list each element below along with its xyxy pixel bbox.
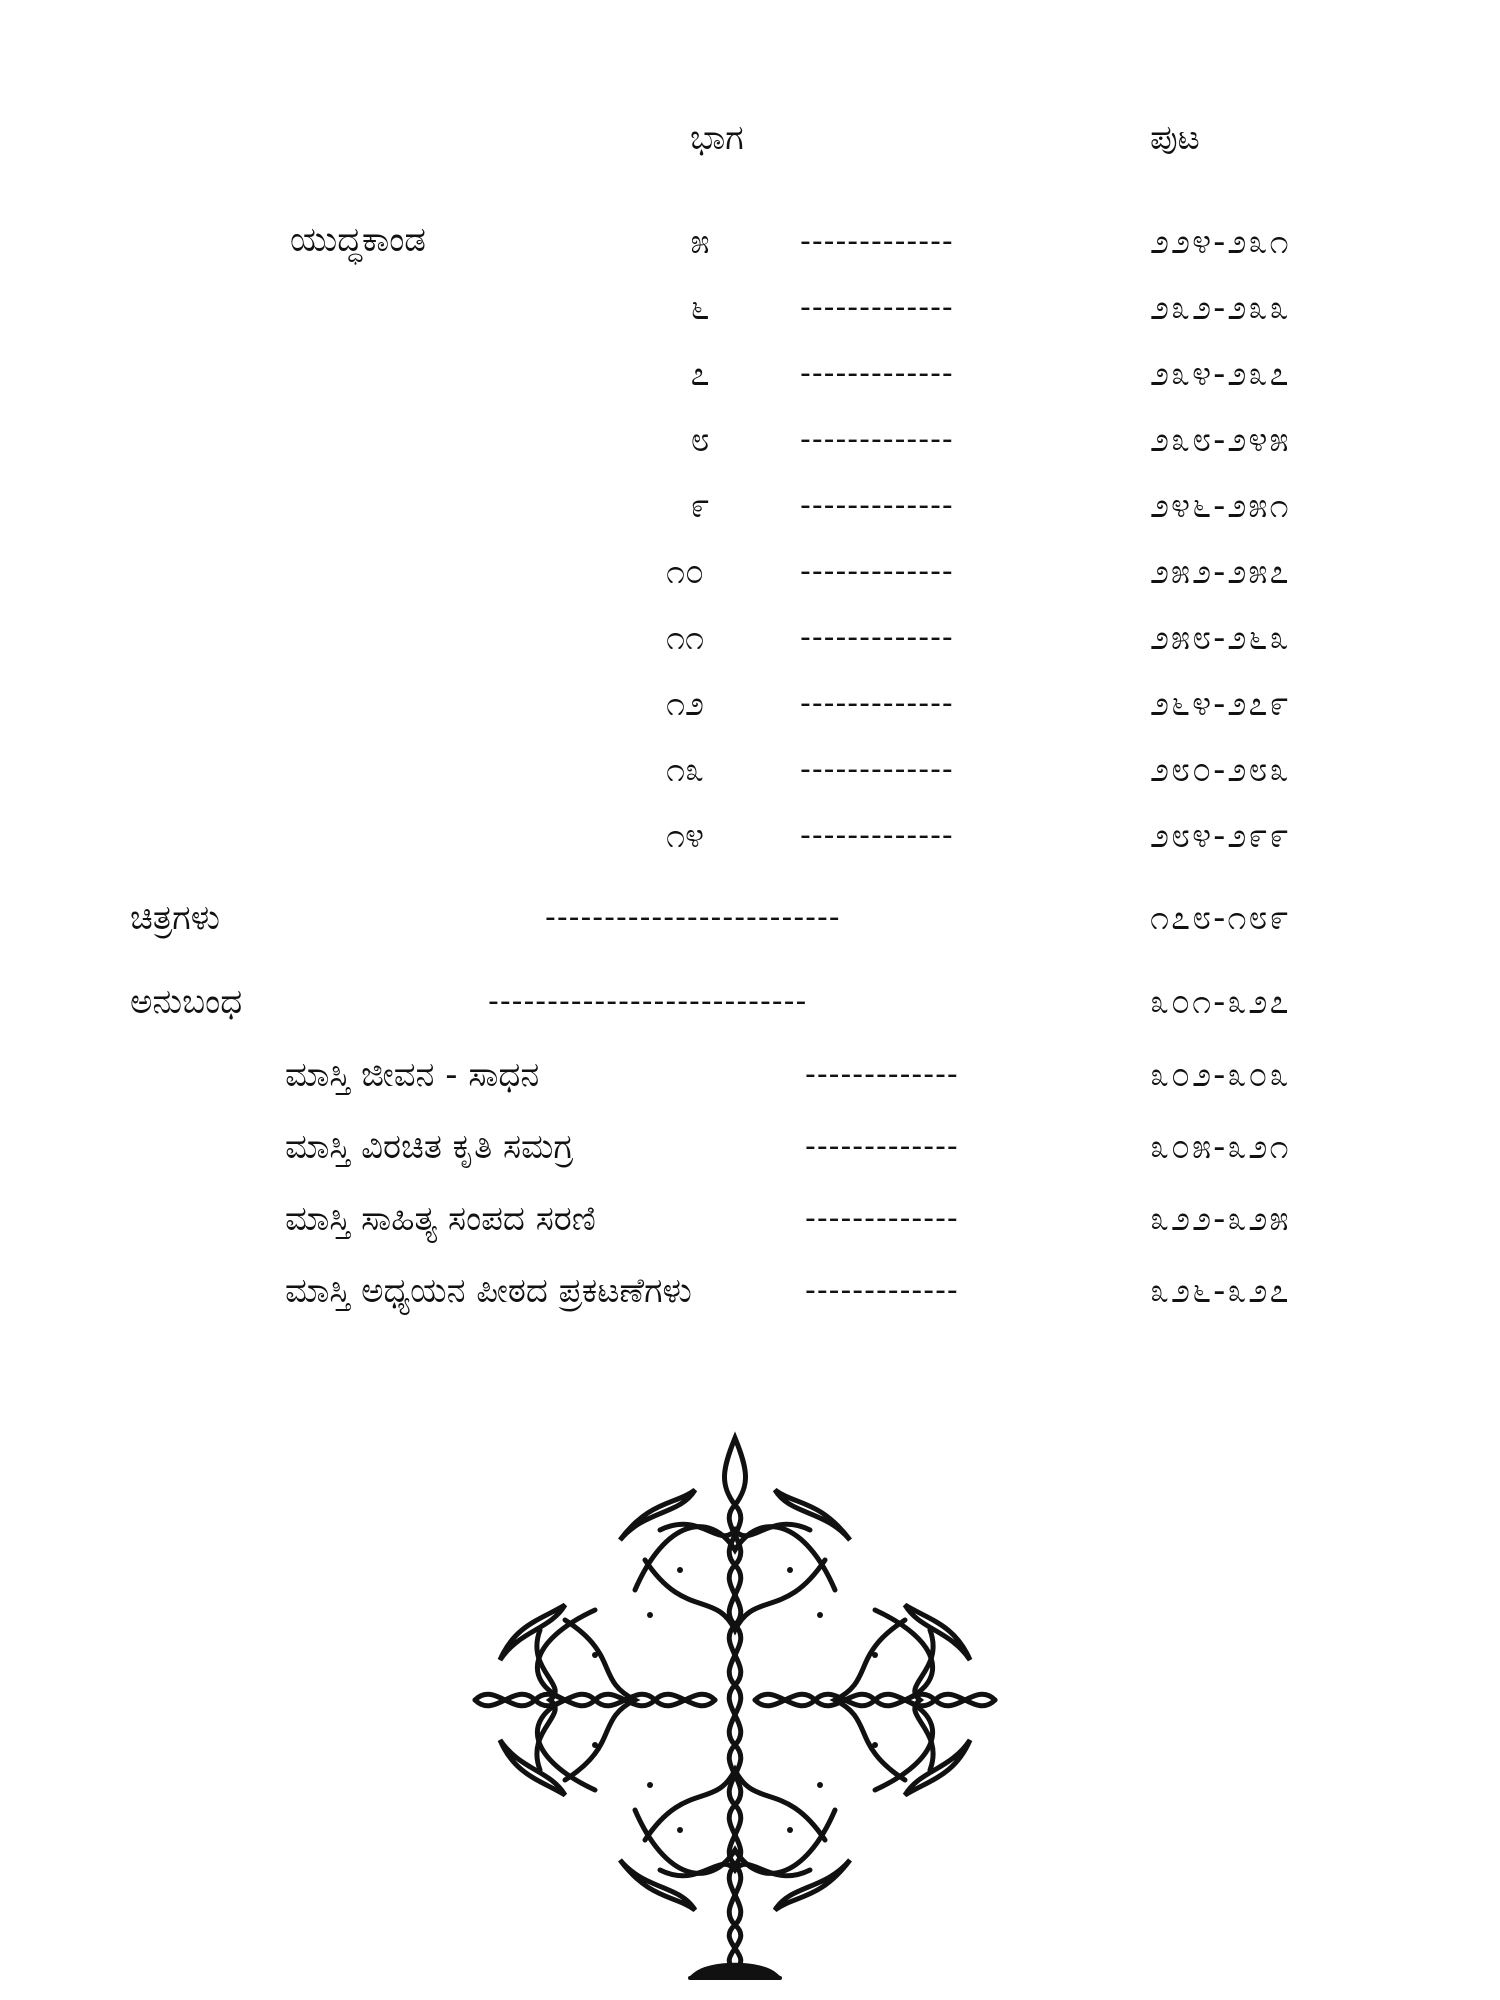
dot-leader: ------------- xyxy=(800,356,954,391)
dot-leader: ------------- xyxy=(800,620,954,655)
dot-leader: ------------- xyxy=(800,224,954,259)
part-number: ೬ xyxy=(690,288,710,328)
page-range: ೩೨೨-೩೨೫ xyxy=(1150,1199,1291,1239)
appendix-title: ಮಾಸ್ತಿ ವಿರಚಿತ ಕೃತಿ ಸಮಗ್ರ xyxy=(285,1127,574,1167)
page-range: ೨೫೨-೨೫೭ xyxy=(1150,552,1291,592)
page-range: ೨೩೪-೨೩೭ xyxy=(1150,354,1291,394)
dot-leader: ------------- xyxy=(805,1129,959,1164)
part-number: ೧೦ xyxy=(665,552,705,592)
dot-leader: ------------- xyxy=(805,1201,959,1236)
dot-leader: ------------- xyxy=(800,290,954,325)
page-range: ೨೬೪-೨೭೯ xyxy=(1150,684,1291,724)
page-range: ೩೦೫-೩೨೧ xyxy=(1150,1127,1291,1167)
yuddhakanda-title: ಯುದ್ಧಕಾಂಡ xyxy=(290,220,426,260)
part-number: ೧೩ xyxy=(665,750,705,790)
part-number: ೯ xyxy=(690,486,710,526)
part-number: ೫ xyxy=(690,222,710,262)
part-number: ೧೪ xyxy=(665,816,705,856)
page-range: ೨೩೨-೨೩೩ xyxy=(1150,288,1291,328)
page-range: ೩೦೧-೩೨೭ xyxy=(1150,982,1291,1022)
page-column-header: ಪುಟ xyxy=(1150,118,1200,158)
dot-leader: ------------- xyxy=(800,422,954,457)
part-number: ೮ xyxy=(690,420,710,460)
page-range: ೨೩೮-೨೪೫ xyxy=(1150,420,1291,460)
part-column-header: ಭಾಗ xyxy=(690,118,744,158)
dot-leader: ------------- xyxy=(800,488,954,523)
part-number: ೭ xyxy=(690,354,710,394)
rangoli-ornament xyxy=(470,1430,1000,1990)
page-range: ೨೨೪-೨೩೧ xyxy=(1150,222,1291,262)
page-range: ೨೮೪-೨೯೯ xyxy=(1150,816,1291,856)
dot-leader: ------------- xyxy=(805,1057,959,1092)
page-range: ೨೫೮-೨೬೩ xyxy=(1150,618,1291,658)
section-title: ಚಿತ್ರಗಳು xyxy=(130,898,220,938)
dot-leader: ------------- xyxy=(805,1273,959,1308)
section-title: ಅನುಬಂಧ xyxy=(130,982,243,1022)
appendix-title: ಮಾಸ್ತಿ ಅಧ್ಯಯನ ಪೀಠದ ಪ್ರಕಟಣೆಗಳು xyxy=(285,1271,692,1311)
dot-leader: --------------------------- xyxy=(488,984,808,1019)
dot-leader: ------------- xyxy=(800,752,954,787)
appendix-title: ಮಾಸ್ತಿ ಸಾಹಿತ್ಯ ಸಂಪದ ಸರಣಿ xyxy=(285,1199,596,1239)
flame-icon xyxy=(724,1438,745,1505)
part-number: ೧೨ xyxy=(665,684,705,724)
page-range: ೩೨೬-೩೨೭ xyxy=(1150,1271,1291,1311)
dot-leader: ------------- xyxy=(800,818,954,853)
dot-leader: ------------------------- xyxy=(545,900,841,935)
dot-leader: ------------- xyxy=(800,554,954,589)
dot-leader: ------------- xyxy=(800,686,954,721)
part-number: ೧೧ xyxy=(665,618,705,658)
page-range: ೨೮೦-೨೮೩ xyxy=(1150,750,1291,790)
page-range: ೨೪೬-೨೫೧ xyxy=(1150,486,1291,526)
appendix-title: ಮಾಸ್ತಿ ಜೀವನ - ಸಾಧನ xyxy=(285,1055,540,1095)
page-range: ೩೦೨-೩೦೩ xyxy=(1150,1055,1291,1095)
page-range: ೧೭೮-೧೮೯ xyxy=(1150,898,1291,938)
